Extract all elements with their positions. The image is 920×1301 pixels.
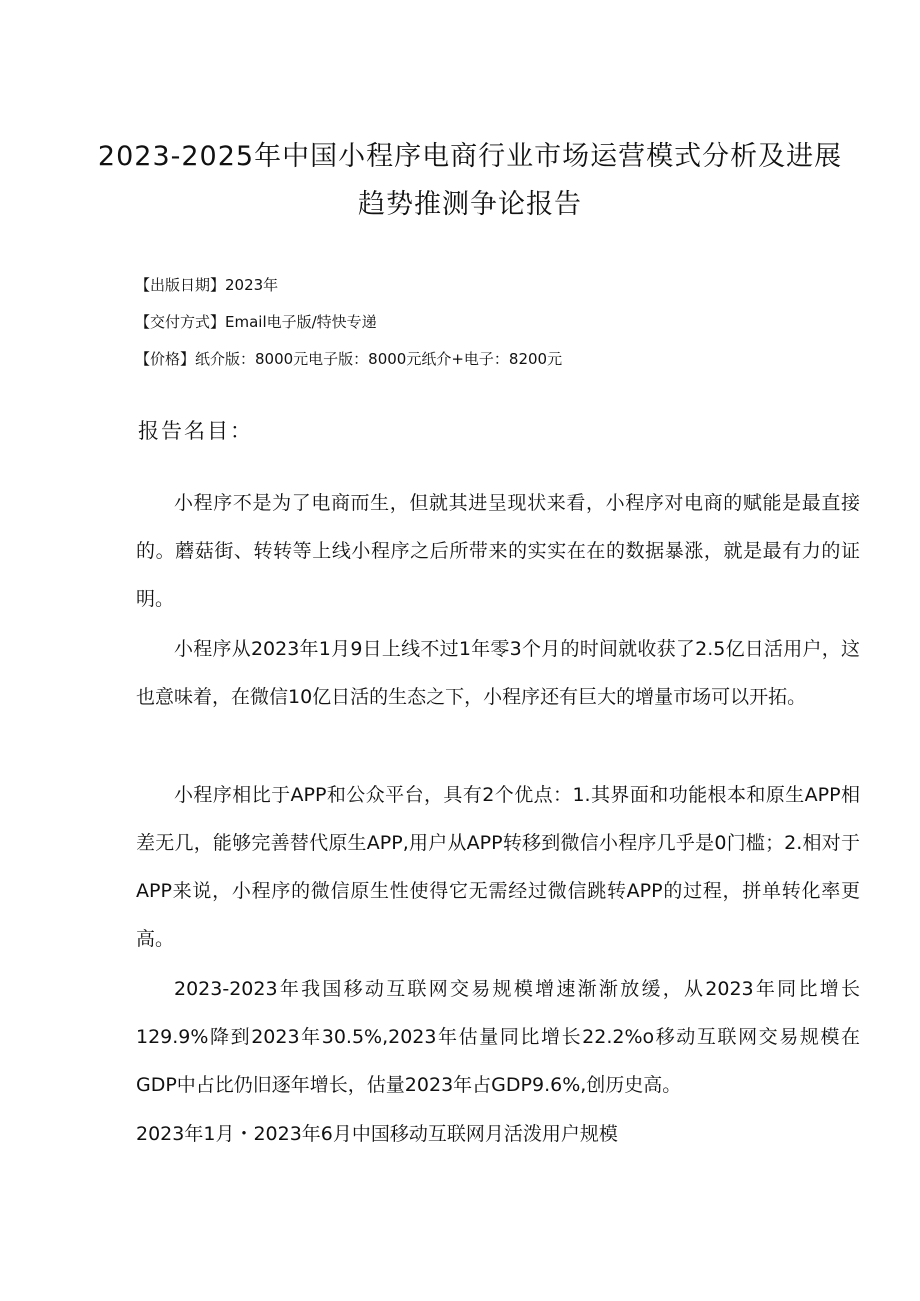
body-paragraph: 小程序不是为了电商而生，但就其进呈现状来看，小程序对电商的赋能是最直接的。蘑菇街、转转等上线小程序之后所带来的实实在在的数据暴涨，就是最有力的证明。 [136,492,860,610]
price-info: 【价格】纸介版：8000元电子版：8000元纸介+电子：8200元 [135,350,563,368]
body-paragraph: 小程序相比于APP和公众平台，具有2个优点：1.其界面和功能根本和原生APP相差无几，能够完善替代原生APP,用户从APP转移到微信小程序几乎是0门槛；2.相对于APP来说，小程序的微信原生性使得它无需经过微信跳转APP的过程，拼单转化率更高。 [136,784,860,950]
figure-caption: 2023年1月・2023年6月中国移动互联网月活泼用户规模 [136,1123,618,1145]
report-title-line-1: 2023-2025年中国小程序电商行业市场运营模式分析及进展 [97,141,843,172]
body-paragraph: 小程序从2023年1月9日上线不过1年零3个月的时间就收获了2.5亿日活用户，这也意味着，在微信10亿日活的生态之下，小程序还有巨大的增量市场可以开拓。 [136,638,860,708]
delivery-method: 【交付方式】Email电子版/特快专递 [135,313,377,331]
report-title-line-2: 趋势推测争论报告 [358,189,582,220]
publish-date: 【出版日期】2023年 [135,276,279,294]
section-heading: 报告名目： [138,419,253,443]
body-paragraph: 2023-2023年我国移动互联网交易规模增速渐渐放缓，从2023年同比增长129.9%降到2023年30.5%,2023年估量同比增长22.2%o移动互联网交易规模在GDP中占比仍旧逐年增长，估量2023年占GDP9.6%,创历史高。 [136,978,860,1096]
